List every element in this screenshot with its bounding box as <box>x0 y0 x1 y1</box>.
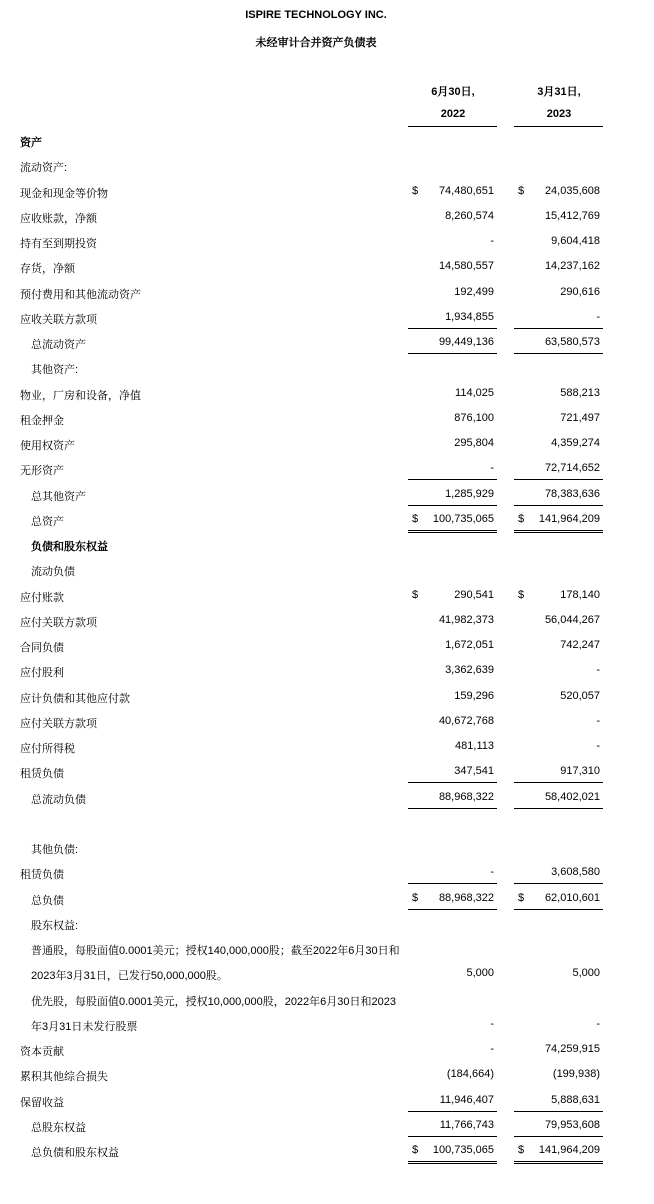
column-2-header-rule <box>514 126 603 127</box>
row-label: 流动资产: <box>20 162 68 174</box>
value-jun-2022 <box>412 185 494 205</box>
amount: - <box>596 664 600 676</box>
amount: 917,310 <box>560 765 600 777</box>
table-row <box>0 134 654 154</box>
value-mar-2023 <box>518 286 600 306</box>
table-row <box>0 614 654 634</box>
column-2-year: 2023 <box>546 108 572 120</box>
amount: 99,449,136 <box>438 336 494 348</box>
table-row <box>0 993 654 1013</box>
amount: 114,025 <box>455 387 494 399</box>
row-label: 负债和股东权益 <box>31 541 108 553</box>
row-label: 使用权资产 <box>20 440 75 452</box>
amount: - <box>490 1043 494 1055</box>
table-row <box>0 159 654 179</box>
amount: 481,113 <box>455 740 494 752</box>
value-mar-2023 <box>518 639 600 659</box>
value-mar-2023 <box>518 210 600 230</box>
dollar-sign: $ <box>518 589 525 601</box>
table-row <box>0 841 654 861</box>
column-1-header-rule <box>408 126 497 127</box>
underline-col1 <box>408 909 497 910</box>
value-mar-2023 <box>518 715 600 735</box>
underline-col1 <box>408 808 497 809</box>
amount: 8,260,574 <box>445 210 494 222</box>
table-row <box>0 1043 654 1063</box>
amount: 9,604,418 <box>551 235 600 247</box>
amount: 290,616 <box>560 286 600 298</box>
column-1-date: 6月30日, <box>431 86 475 98</box>
row-label: 合同负债 <box>20 642 64 654</box>
row-label: 应付关联方款项 <box>20 718 97 730</box>
row-label: 资本贡献 <box>20 1046 64 1058</box>
table-row <box>0 715 654 735</box>
underline-col1 <box>408 1111 497 1112</box>
value-jun-2022 <box>412 210 494 230</box>
amount: 63,580,573 <box>544 336 600 348</box>
dollar-sign: $ <box>518 513 525 525</box>
row-label: 应付关联方款项 <box>20 617 97 629</box>
amount: 588,213 <box>560 387 600 399</box>
value-jun-2022 <box>412 1043 494 1063</box>
amount: - <box>596 740 600 752</box>
row-label: 应付账款 <box>20 592 64 604</box>
statement-title: 未经审计合并资产负债表 <box>255 37 377 49</box>
amount: 100,735,065 <box>432 1144 494 1156</box>
row-label: 流动负债 <box>31 566 75 578</box>
table-row <box>0 1068 654 1088</box>
amount: 1,672,051 <box>445 639 494 651</box>
dollar-sign: $ <box>412 589 419 601</box>
row-label: 总流动资产 <box>31 339 86 351</box>
amount: - <box>490 866 494 878</box>
table-row <box>0 639 654 659</box>
table-row <box>0 967 654 987</box>
underline-col1 <box>408 479 497 480</box>
row-label: 预付费用和其他流动资产 <box>20 289 141 301</box>
row-label: 物业，厂房和设备，净值 <box>20 390 141 402</box>
row-label: 应计负债和其他应付款 <box>20 693 130 705</box>
amount: 5,888,631 <box>551 1094 600 1106</box>
underline-col1 <box>408 782 497 783</box>
row-label: 普通股，每股面值0.0001美元；授权140,000,000股；截至2022年6月30日和 <box>31 945 400 957</box>
dollar-sign: $ <box>412 185 419 197</box>
amount: 24,035,608 <box>544 185 600 197</box>
underline-col2 <box>514 328 603 329</box>
row-label: 保留收益 <box>20 1097 64 1109</box>
amount: 88,968,322 <box>438 892 494 904</box>
amount: 41,982,373 <box>438 614 494 626</box>
value-jun-2022 <box>412 286 494 306</box>
value-mar-2023 <box>518 589 600 609</box>
row-label: 总流动负债 <box>31 794 86 806</box>
row-label: 存货，净额 <box>20 263 75 275</box>
amount: 4,359,274 <box>551 437 600 449</box>
row-label: 其他资产: <box>31 364 79 376</box>
table-row <box>0 210 654 230</box>
value-mar-2023 <box>518 690 600 710</box>
table-row <box>0 286 654 306</box>
underline-col1 <box>408 505 497 506</box>
row-label: 租金押金 <box>20 415 64 427</box>
amount: 11,766,743 <box>439 1119 494 1131</box>
amount: 721,497 <box>560 412 600 424</box>
row-label: 优先股，每股面值0.0001美元，授权10,000,000股，2022年6月30日和2023 <box>31 996 396 1008</box>
value-mar-2023 <box>518 412 600 432</box>
amount: 14,580,557 <box>438 260 494 272</box>
amount: 58,402,021 <box>544 791 600 803</box>
value-mar-2023 <box>518 437 600 457</box>
row-label: 2023年3月31日，已发行50,000,000股。 <box>31 970 228 982</box>
table-row <box>0 361 654 381</box>
amount: 62,010,601 <box>544 892 600 904</box>
dollar-sign: $ <box>412 513 419 525</box>
table-row <box>0 816 654 836</box>
amount: - <box>490 1018 494 1030</box>
value-mar-2023 <box>518 1018 600 1038</box>
row-label: 应付股利 <box>20 667 64 679</box>
amount: 141,964,209 <box>538 1144 600 1156</box>
amount: 78,383,636 <box>544 488 600 500</box>
amount: 178,140 <box>560 589 600 601</box>
amount: 100,735,065 <box>432 513 494 525</box>
dollar-sign: $ <box>412 1144 419 1156</box>
table-row <box>0 437 654 457</box>
column-1-year: 2022 <box>440 108 466 120</box>
table-row <box>0 563 654 583</box>
amount: - <box>596 1018 600 1030</box>
amount: 295,804 <box>454 437 494 449</box>
underline-col2 <box>514 909 603 910</box>
row-label: 年3月31日未发行股票 <box>31 1021 138 1033</box>
amount: 40,672,768 <box>438 715 494 727</box>
amount: 15,412,769 <box>544 210 600 222</box>
underline-col2 <box>514 808 603 809</box>
amount: 141,964,209 <box>538 513 600 525</box>
amount: 290,541 <box>454 589 494 601</box>
row-label: 总股东权益 <box>31 1122 86 1134</box>
underline-col2 <box>514 1136 603 1137</box>
value-jun-2022 <box>412 1068 494 1088</box>
amount: (184,664) <box>446 1068 494 1080</box>
amount: (199,938) <box>552 1068 600 1080</box>
double-underline-col1 <box>408 1161 497 1164</box>
value-jun-2022 <box>412 715 494 735</box>
table-row <box>0 690 654 710</box>
amount: 11,946,407 <box>439 1094 494 1106</box>
table-row <box>0 740 654 760</box>
amount: 5,000 <box>466 967 494 979</box>
dollar-sign: $ <box>518 185 525 197</box>
amount: 14,237,162 <box>544 260 600 272</box>
table-row <box>0 185 654 205</box>
value-jun-2022 <box>412 740 494 760</box>
row-label: 总其他资产 <box>31 491 86 503</box>
double-underline-col2 <box>514 530 603 533</box>
amount: 74,259,915 <box>544 1043 600 1055</box>
amount: 192,499 <box>454 286 494 298</box>
amount: 56,044,267 <box>544 614 600 626</box>
value-jun-2022 <box>412 614 494 634</box>
table-row <box>0 412 654 432</box>
row-label: 总资产 <box>31 516 64 528</box>
row-label: 持有至到期投资 <box>20 238 97 250</box>
row-label: 应付所得税 <box>20 743 75 755</box>
row-label: 累积其他综合损失 <box>20 1071 108 1083</box>
dollar-sign: $ <box>518 892 525 904</box>
value-mar-2023 <box>518 235 600 255</box>
value-mar-2023 <box>518 967 600 987</box>
table-row <box>0 1018 654 1038</box>
amount: 5,000 <box>572 967 600 979</box>
row-label: 总负债 <box>31 895 64 907</box>
value-mar-2023 <box>518 740 600 760</box>
value-jun-2022 <box>412 387 494 407</box>
row-label: 租赁负债 <box>20 768 64 780</box>
table-row <box>0 664 654 684</box>
underline-col2 <box>514 883 603 884</box>
value-jun-2022 <box>412 260 494 280</box>
amount: 347,541 <box>454 765 494 777</box>
amount: - <box>490 235 494 247</box>
value-jun-2022 <box>412 437 494 457</box>
row-label: 总负债和股东权益 <box>31 1147 119 1159</box>
value-jun-2022 <box>412 412 494 432</box>
value-mar-2023 <box>518 260 600 280</box>
row-label: 股东权益: <box>31 920 79 932</box>
table-row <box>0 917 654 937</box>
double-underline-col2 <box>514 1161 603 1164</box>
amount: 159,296 <box>454 690 494 702</box>
column-2-date: 3月31日, <box>537 86 581 98</box>
company-name: ISPIRE TECHNOLOGY INC. <box>245 9 387 21</box>
row-label: 资产 <box>20 137 42 149</box>
value-jun-2022 <box>412 967 494 987</box>
row-label: 现金和现金等价物 <box>20 188 108 200</box>
value-mar-2023 <box>518 185 600 205</box>
underline-col2 <box>514 353 603 354</box>
underline-col2 <box>514 479 603 480</box>
double-underline-col1 <box>408 530 497 533</box>
amount: 72,714,652 <box>544 462 600 474</box>
underline-col1 <box>408 328 497 329</box>
amount: - <box>490 462 494 474</box>
table-row <box>0 260 654 280</box>
row-label: 应收账款，净额 <box>20 213 97 225</box>
value-mar-2023 <box>518 387 600 407</box>
value-jun-2022 <box>412 639 494 659</box>
value-mar-2023 <box>518 1068 600 1088</box>
table-row <box>0 387 654 407</box>
value-mar-2023 <box>518 614 600 634</box>
table-row <box>0 538 654 558</box>
amount: 79,953,608 <box>544 1119 600 1131</box>
amount: 3,608,580 <box>551 866 600 878</box>
underline-col2 <box>514 782 603 783</box>
table-row <box>0 942 654 962</box>
table-row <box>0 589 654 609</box>
underline-col1 <box>408 353 497 354</box>
amount: 3,362,639 <box>445 664 494 676</box>
value-jun-2022 <box>412 1018 494 1038</box>
amount: 520,057 <box>560 690 600 702</box>
row-label: 无形资产 <box>20 465 64 477</box>
table-row <box>0 235 654 255</box>
value-jun-2022 <box>412 690 494 710</box>
dollar-sign: $ <box>412 892 419 904</box>
value-mar-2023 <box>518 1043 600 1063</box>
row-label: 租赁负债 <box>20 869 64 881</box>
underline-col2 <box>514 1111 603 1112</box>
amount: 74,480,651 <box>438 185 494 197</box>
dollar-sign: $ <box>518 1144 525 1156</box>
amount: 1,934,855 <box>445 311 494 323</box>
underline-col1 <box>408 1136 497 1137</box>
amount: 1,285,929 <box>445 488 494 500</box>
row-label: 其他负债: <box>31 844 79 856</box>
amount: 742,247 <box>560 639 600 651</box>
underline-col2 <box>514 505 603 506</box>
value-jun-2022 <box>412 235 494 255</box>
amount: 876,100 <box>454 412 494 424</box>
value-jun-2022 <box>412 664 494 684</box>
amount: - <box>596 311 600 323</box>
underline-col1 <box>408 883 497 884</box>
row-label: 应收关联方款项 <box>20 314 97 326</box>
amount: - <box>596 715 600 727</box>
value-jun-2022 <box>412 589 494 609</box>
value-mar-2023 <box>518 664 600 684</box>
amount: 88,968,322 <box>438 791 494 803</box>
